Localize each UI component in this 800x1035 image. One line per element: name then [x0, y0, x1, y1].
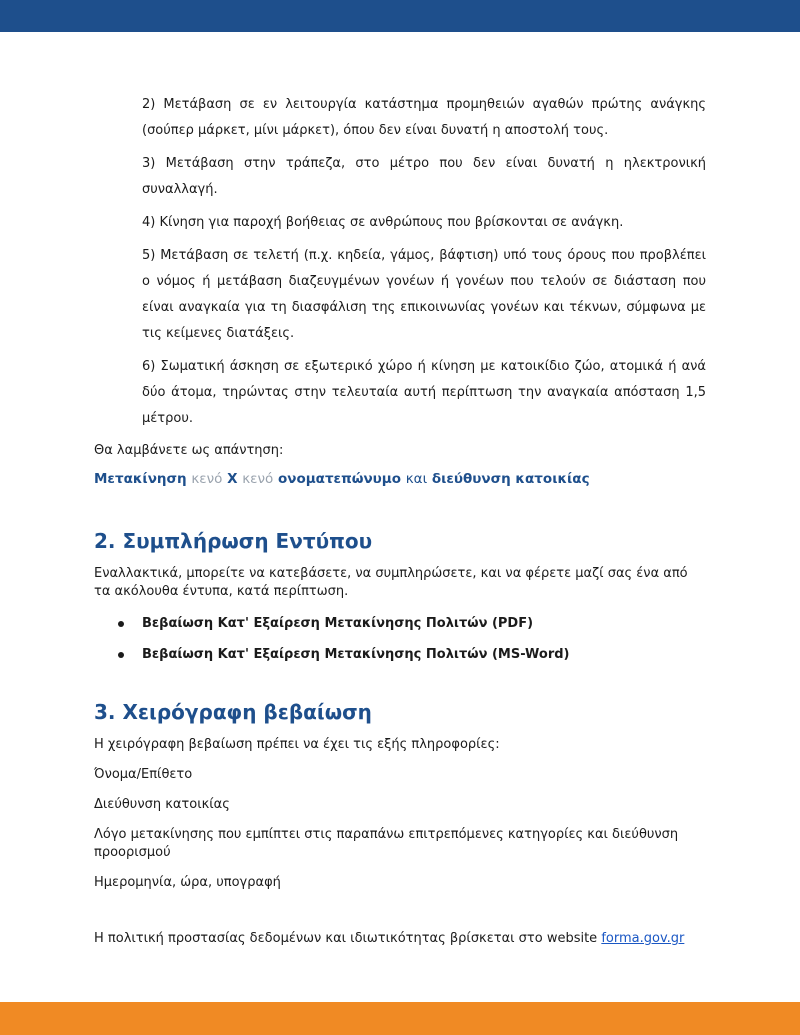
form-download-label: Βεβαίωση Κατ' Εξαίρεση Μετακίνησης Πολιτών (PDF): [142, 616, 534, 631]
answer-conjunction: και: [405, 471, 428, 487]
answer-label: Θα λαμβάνετε ως απάντηση:: [94, 443, 284, 458]
answer-space-marker: κενό: [242, 471, 274, 487]
required-field: Ημερομηνία, ώρα, υπογραφή: [94, 875, 281, 890]
required-field: Λόγο μετακίνησης που εμπίπτει στις παραπάνω επιτρεπόμενες κατηγορίες και διεύθυνση προορισμού: [94, 827, 679, 860]
list-item: 6) Σωματική άσκηση σε εξωτερικό χώρο ή κίνηση με κατοικίδιο ζώο, ατομικά ή ανά δύο άτομα, τηρώντας στην τελευταία αυτή περίπτωση την αναγκαία απόσταση 1,5 μέτρου.: [142, 359, 706, 426]
privacy-text: Η πολιτική προστασίας δεδομένων και ιδιωτικότητας βρίσκεται στο website: [94, 931, 598, 946]
list-item: 2) Μετάβαση σε εν λειτουργία κατάστημα προμηθειών αγαθών πρώτης ανάγκης (σούπερ μάρκετ, μίνι μάρκετ), όπου δεν είναι δυνατή η αποστολή τους.: [142, 97, 706, 138]
bullet-icon: [118, 621, 124, 627]
list-item: 4) Κίνηση για παροχή βοήθειας σε ανθρώπους που βρίσκονται σε ανάγκη.: [142, 215, 624, 230]
answer-word: Μετακίνηση: [94, 471, 187, 487]
website-link[interactable]: forma.gov.gr: [601, 931, 685, 946]
section-intro: Η χειρόγραφη βεβαίωση πρέπει να έχει τις εξής πληροφορίες:: [94, 737, 500, 752]
footer-bar: [0, 1002, 800, 1035]
section-intro: Εναλλακτικά, μπορείτε να κατεβάσετε, να συμπληρώσετε, και να φέρετε μαζί σας ένα από τα ακόλουθα έντυπα, κατά περίπτωση.: [94, 566, 688, 599]
required-field: Διεύθυνση κατοικίας: [94, 797, 230, 812]
form-download-list: [94, 615, 706, 664]
answer-word: Χ: [227, 471, 238, 487]
section-title-form: 2. Συμπλήρωση Εντύπου: [94, 529, 373, 553]
section-title-handwritten: 3. Χειρόγραφη βεβαίωση: [94, 700, 372, 724]
form-download-word[interactable]: [118, 646, 706, 664]
header-bar: [0, 0, 800, 32]
form-download-label: Βεβαίωση Κατ' Εξαίρεση Μετακίνησης Πολιτών (MS-Word): [142, 647, 570, 662]
allowed-reasons-list: [142, 92, 706, 432]
answer-space-marker: κενό: [191, 471, 223, 487]
form-download-pdf[interactable]: [118, 615, 706, 633]
sms-answer-format: [94, 471, 706, 487]
list-item: 5) Μετάβαση σε τελετή (π.χ. κηδεία, γάμος, βάφτιση) υπό τους όρους που προβλέπει ο νόμος ή μετάβαση διαζευγμένων γονέων ή γονέων που τελούν σε διάσταση που είναι αναγκαία για τη διασφάλιση της επικοινωνίας γονέων και τέκνων, σύμφωνα με τις κείμενες διατάξεις.: [142, 248, 706, 341]
document-body: [94, 92, 706, 948]
answer-word: διεύθυνση κατοικίας: [431, 471, 590, 487]
answer-word: ονοματεπώνυμο: [277, 471, 402, 487]
list-item: 3) Μετάβαση στην τράπεζα, στο μέτρο που δεν είναι δυνατή η ηλεκτρονική συναλλαγή.: [142, 156, 706, 197]
bullet-icon: [118, 652, 124, 658]
privacy-note: [94, 930, 706, 948]
required-field: Όνομα/Επίθετο: [94, 767, 193, 782]
